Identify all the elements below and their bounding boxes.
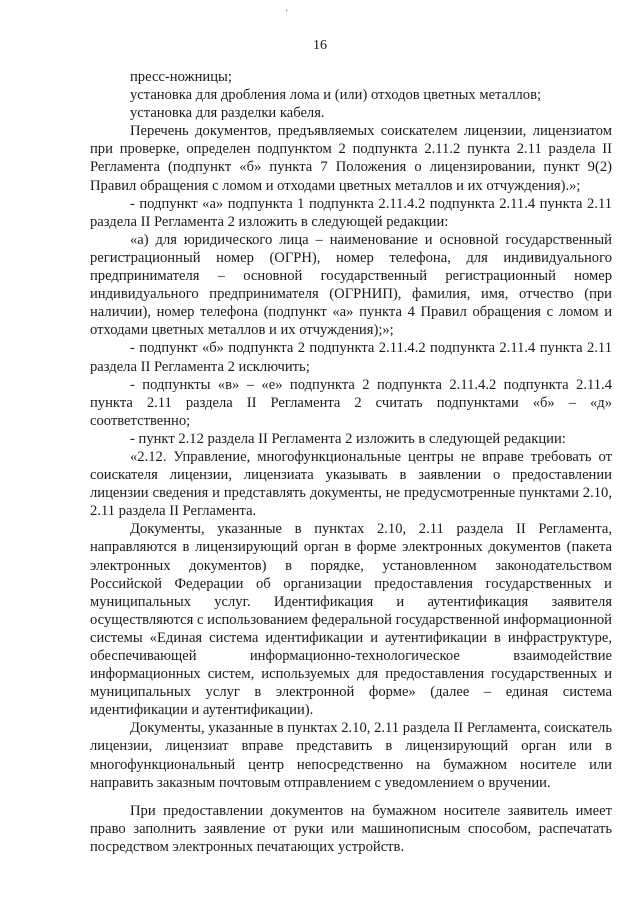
document-body — [90, 68, 612, 856]
paragraph: - подпункты «в» – «е» подпункта 2 подпункта 2.11.4.2 подпункта 2.11.4 пункта 2.11 раздела II Регламента 2 считать подпунктами «б» – «д» соответственно; — [90, 376, 612, 429]
paragraph: «2.12. Управление, многофункциональные центры не вправе требовать от соискателя лицензии, лицензиата указывать в заявлении о предоставлении лицензии сведения и представлять документы, не предусмотренные пунктами 2.10, 2.11 раздела II Регламента. — [90, 448, 612, 520]
paragraph: установка для дробления лома и (или) отходов цветных металлов; — [130, 87, 542, 104]
paragraph: «а) для юридического лица – наименование и основной государственный регистрационный номер (ОГРН), номер телефона, для индивидуального предпринимателя – основной государственный регистрационный номер индивидуального предпринимателя (ОГРНИП), фамилия, имя, отчество (при наличии), номер телефона (подпункт «а» пункта 4 Правил обращения с ломом и отходами цветных металлов и их отчуждения);»; — [90, 231, 612, 339]
paragraph: установка для разделки кабеля. — [130, 105, 325, 122]
paragraph: Документы, указанные в пунктах 2.10, 2.11 раздела II Регламента, направляются в лицензирующий орган в форме электронных документов (пакета электронных документов) в порядке, установленном законодательством Российской Федерации об организации предоставления государственных и муниципальных услуг. Идентификация и аутентификация заявителя осуществляются с использованием федеральной государственной информационной системы «Единая система идентификации и аутентификации в инфраструктуре, обеспечивающей информационно-технологическое взаимодействие информационных систем, используемых для предоставления государственных и муниципальных услуг в электронной форме» (далее – единая система идентификации и аутентификации). — [90, 521, 612, 719]
paragraph: - подпункт «б» подпункта 2 подпункта 2.11.4.2 подпункта 2.11.4 пункта 2.11 раздела II Регламента 2 исключить; — [90, 340, 612, 375]
paragraph: - пункт 2.12 раздела II Регламента 2 изложить в следующей редакции: — [130, 430, 566, 447]
paragraph: Перечень документов, предъявляемых соискателем лицензии, лицензиатом при проверке, определен подпунктом 2 подпункта 2.11.2 пункта 2.11 раздела II Регламента (подпункт «б» пункта 7 Положения о лицензировании, пункт 9(2) Правил обращения с ломом и отходами цветных металлов и их отчуждения).»; — [90, 123, 612, 194]
paragraph: - подпункт «а» подпункта 1 подпункта 2.11.4.2 подпункта 2.11.4 пункта 2.11 раздела II Регламента 2 изложить в следующей редакции: — [90, 195, 612, 230]
paragraph: Документы, указанные в пунктах 2.10, 2.11 раздела II Регламента, соискатель лицензии, лицензиат вправе представить в лицензирующий орган или в многофункциональный центр непосредственно на бумажном носителе или направить заказным почтовым отправлением с уведомлением о вручении. — [90, 720, 612, 791]
paragraph: При предоставлении документов на бумажном носителе заявитель имеет право заполнить заявление от руки или машинописным способом, распечатать посредством электронных печатающих устройств. — [90, 802, 612, 855]
page-number: 16 — [313, 38, 327, 53]
scan-mark: ' — [286, 8, 288, 18]
paragraph: пресс-ножницы; — [130, 69, 232, 85]
